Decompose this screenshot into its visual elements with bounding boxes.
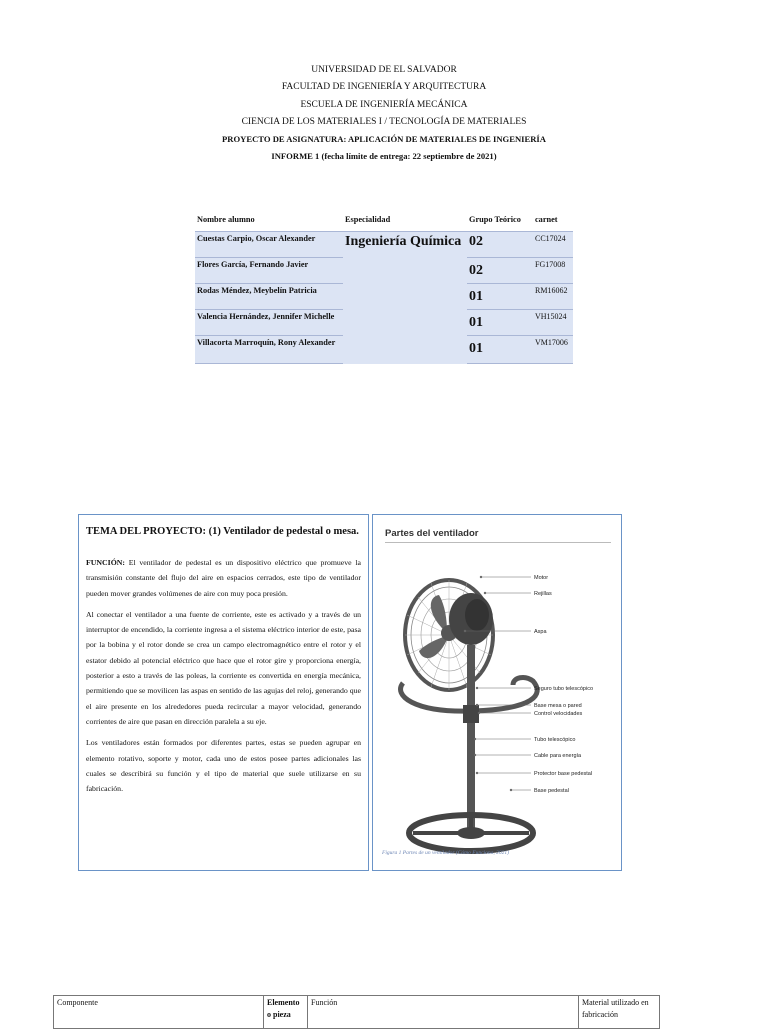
label-tubo-telescopico: Tubo telescópico bbox=[534, 737, 576, 743]
student-name: Valencia Hernández, Jennifer Michelle bbox=[195, 310, 343, 336]
project-description-box bbox=[78, 514, 369, 871]
label-motor: Motor bbox=[534, 575, 549, 581]
header-componente: Componente bbox=[54, 996, 264, 1029]
figure-title: Partes del ventilador bbox=[385, 528, 479, 539]
header-material: Material utilizado en fabricación bbox=[579, 996, 660, 1029]
project-topic: TEMA DEL PROYECTO: (1) Ventilador de pedestal o mesa. bbox=[86, 526, 359, 537]
students-table bbox=[195, 207, 573, 364]
school-name: ESCUELA DE INGENIERÍA MECÁNICA bbox=[300, 99, 468, 110]
report-title: INFORME 1 (fecha límite de entrega: 22 septiembre de 2021) bbox=[271, 151, 497, 162]
student-carnet: VM17006 bbox=[533, 336, 573, 364]
especialidad-cell bbox=[343, 232, 467, 364]
project-title: PROYECTO DE ASIGNATURA: APLICACIÓN DE MATERIALES DE INGENIERÍA bbox=[222, 134, 546, 145]
fan-illustration-icon bbox=[373, 515, 623, 872]
header-nombre: Nombre alumno bbox=[197, 214, 255, 224]
university-name: UNIVERSIDAD DE EL SALVADOR bbox=[311, 65, 457, 75]
label-protector-base: Protector base pedestal bbox=[534, 771, 593, 777]
function-label: FUNCIÓN: bbox=[86, 558, 125, 567]
especialidad-value: Ingeniería Química bbox=[345, 234, 462, 249]
label-cable-energia: Cable para energía bbox=[534, 753, 582, 759]
label-control-velocidades: Control velocidades bbox=[534, 711, 583, 717]
parts-paragraph: Los ventiladores están formados por diferentes partes, estas se pueden agrupar en elemento rotativo, soporte y motor, cada uno de estos posee partes adicionales las cuales se describirá su función y el tipo de material que suele utilizarse en su fabricación. bbox=[86, 738, 361, 794]
course-name: CIENCIA DE LOS MATERIALES I / TECNOLOGÍA DE MATERIALES bbox=[241, 116, 527, 127]
header-funcion: Función bbox=[308, 996, 579, 1029]
students-table-header bbox=[195, 207, 573, 232]
student-grupo: 01 bbox=[467, 284, 533, 310]
fan-figure bbox=[372, 514, 622, 871]
student-carnet: FG17008 bbox=[533, 258, 573, 284]
label-seguro-tubo: Seguro tubo telescópico bbox=[534, 686, 594, 692]
label-base-pedestal: Base pedestal bbox=[534, 788, 569, 794]
student-name: Rodas Méndez, Meybelín Patricia bbox=[195, 284, 343, 310]
faculty-name: FACULTAD DE INGENIERÍA Y ARQUITECTURA bbox=[281, 82, 487, 93]
student-name: Flores García, Fernando Javier bbox=[195, 258, 343, 284]
student-name: Villacorta Marroquín, Rony Alexander bbox=[195, 336, 343, 364]
function-text: El ventilador de pedestal es un dispositivo eléctrico que promueve la transmisión constante del flujo del aire en espacios cerrados, este tipo de ventilador pueden mover grandes volúmenes de aire con muy poca presión. bbox=[86, 558, 361, 598]
label-base-mesa: Base mesa o pared bbox=[534, 703, 582, 709]
student-grupo: 01 bbox=[467, 310, 533, 336]
function-paragraph bbox=[86, 555, 361, 601]
figure-caption: Figura 1 Partes de un ventilador (Cómo Funciona, 2021) bbox=[382, 850, 509, 856]
operation-paragraph: Al conectar el ventilador a una fuente de corriente, este es activado y a través de un interruptor de encendido, la corriente ingresa a el sistema eléctrico interior de este, pasa por la bobina y el rotor donde se crea un campo electromagnético entre el rotor y el estator debido al potencial eléctrico que hace que el rotor gire y proporciona energía, posterior a esto a través de las poleas, la corriente es convertida en energía mecánica, permitiendo que se movilicen las aspas en sentido de las agujas del reloj, generando que el aire presente en los alrededores pueda recircular a mayor velocidad, generando corrientes de aire que pasan en dirección paralela a su eje. bbox=[86, 609, 361, 726]
student-carnet: RM16062 bbox=[533, 284, 573, 310]
document-header bbox=[0, 62, 768, 166]
student-grupo: 02 bbox=[467, 232, 533, 258]
header-grupo: Grupo Teórico bbox=[469, 214, 521, 224]
table-row bbox=[195, 232, 573, 258]
student-grupo: 01 bbox=[467, 336, 533, 364]
student-carnet: VH15024 bbox=[533, 310, 573, 336]
label-aspa: Aspa bbox=[534, 629, 547, 635]
student-carnet: CC17024 bbox=[533, 232, 573, 258]
label-rejillas: Rejillas bbox=[534, 591, 552, 597]
header-carnet: carnet bbox=[535, 214, 558, 224]
student-name: Cuestas Carpio, Oscar Alexander bbox=[195, 232, 343, 258]
header-especialidad: Especialidad bbox=[345, 214, 391, 224]
header-elemento: Elemento o pieza bbox=[264, 996, 308, 1029]
student-grupo: 02 bbox=[467, 258, 533, 284]
